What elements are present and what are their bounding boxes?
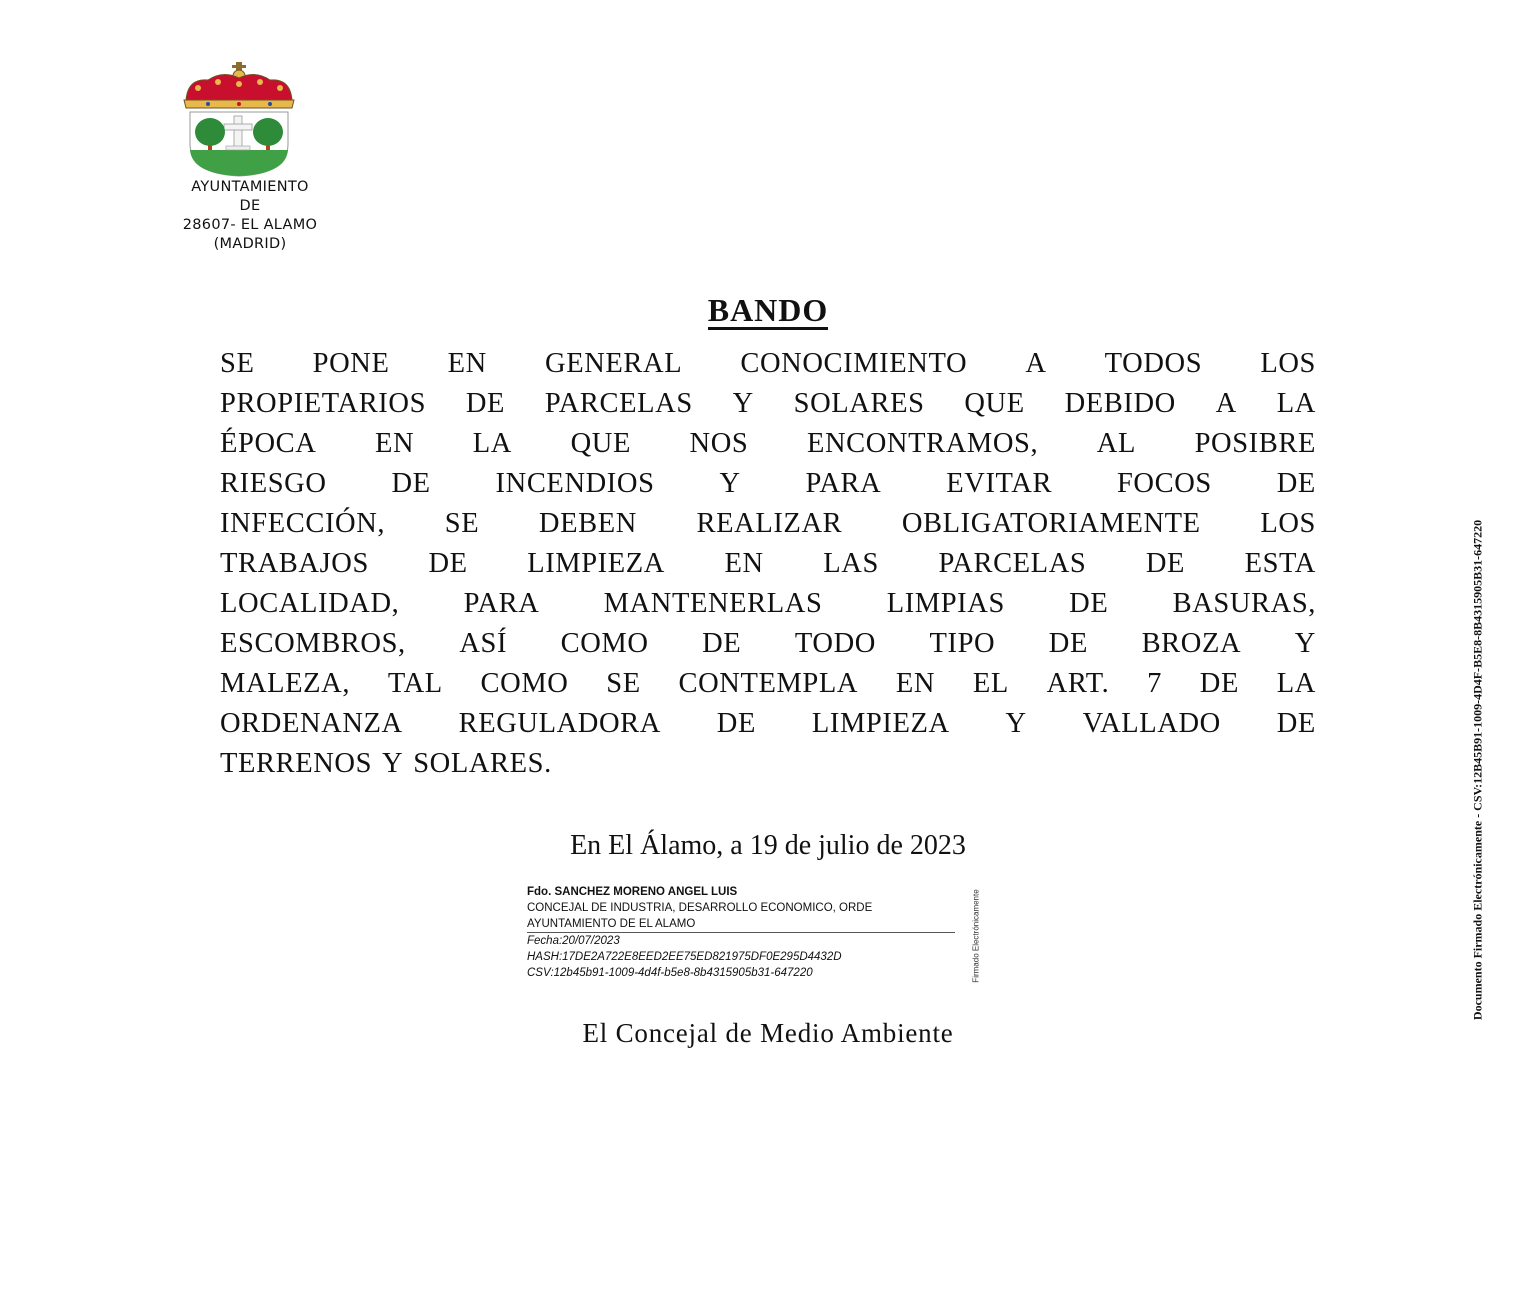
body-word: OBLIGATORIAMENTE bbox=[901, 508, 1201, 539]
body-word: VALLADO bbox=[1082, 708, 1221, 739]
body-word: PARA bbox=[463, 588, 540, 619]
body-word: LOS bbox=[1260, 508, 1316, 539]
crown-icon bbox=[184, 62, 294, 108]
body-word: DE bbox=[428, 548, 468, 579]
body-word: AL bbox=[1096, 428, 1136, 459]
body-word: A bbox=[1215, 388, 1237, 419]
body-line bbox=[220, 624, 1316, 664]
body-word: DEBIDO bbox=[1064, 388, 1176, 419]
body-line bbox=[220, 584, 1316, 624]
body-line bbox=[220, 384, 1316, 424]
body-word: SOLARES bbox=[793, 388, 925, 419]
body-word: SOLARES. bbox=[413, 748, 552, 779]
org-line: 28607- EL ALAMO bbox=[182, 217, 318, 233]
signature-stamp bbox=[966, 889, 986, 983]
body-word: Y bbox=[1294, 628, 1316, 659]
body-word: PROPIETARIOS bbox=[220, 388, 427, 419]
body-word: POSIBRE bbox=[1194, 428, 1316, 459]
body-word: TODOS bbox=[1104, 348, 1203, 379]
body-word: LIMPIAS bbox=[886, 588, 1005, 619]
body-word: QUE bbox=[570, 428, 631, 459]
body-line bbox=[220, 704, 1316, 744]
body-word: TAL bbox=[387, 668, 443, 699]
signature-stamp-text: Firmado Electrónicamente bbox=[971, 889, 981, 983]
body-word: DE bbox=[702, 628, 742, 659]
body-word: REGULADORA bbox=[458, 708, 661, 739]
body-word: EVITAR bbox=[946, 468, 1053, 499]
body-word: TRABAJOS bbox=[220, 548, 369, 579]
body-word: A bbox=[1025, 348, 1047, 379]
body-word: DE bbox=[1048, 628, 1088, 659]
body-word: DE bbox=[1276, 708, 1316, 739]
body-word: ENCONTRAMOS, bbox=[806, 428, 1039, 459]
body-word: LA bbox=[1276, 668, 1316, 699]
body-word: SE bbox=[606, 668, 641, 699]
body-word: DE bbox=[1276, 468, 1316, 499]
body-word: FOCOS bbox=[1116, 468, 1212, 499]
body-word: CONTEMPLA bbox=[678, 668, 859, 699]
body-word: COMO bbox=[480, 668, 569, 699]
body-word: DE bbox=[1199, 668, 1239, 699]
body-line bbox=[220, 544, 1316, 584]
body-line bbox=[220, 744, 1316, 784]
body-word: EN bbox=[447, 348, 487, 379]
body-word: Y bbox=[719, 468, 741, 499]
announcement-body bbox=[220, 344, 1316, 784]
body-word: INFECCIÓN, bbox=[220, 508, 386, 539]
shield-icon bbox=[190, 112, 288, 176]
body-word: EN bbox=[724, 548, 764, 579]
body-word: LIMPIEZA bbox=[527, 548, 665, 579]
body-line bbox=[220, 504, 1316, 544]
body-word: EN bbox=[375, 428, 415, 459]
body-word: COMO bbox=[560, 628, 649, 659]
body-word: ASÍ bbox=[459, 628, 508, 659]
body-word: REALIZAR bbox=[696, 508, 843, 539]
body-word: PARCELAS bbox=[544, 388, 693, 419]
org-line: (MADRID) bbox=[213, 236, 287, 252]
body-word: DE bbox=[465, 388, 506, 419]
body-word: Y bbox=[732, 388, 754, 419]
body-word: LOCALIDAD, bbox=[220, 588, 400, 619]
signer-name: Fdo. SANCHEZ MORENO ANGEL LUIS bbox=[527, 886, 738, 898]
side-verification-note bbox=[1463, 519, 1493, 1021]
signature-date: Fecha:20/07/2023 bbox=[527, 935, 620, 947]
body-word: LIMPIEZA bbox=[811, 708, 950, 739]
document-title bbox=[0, 292, 1536, 330]
signature-csv: CSV:12b45b91-1009-4d4f-b5e8-8b4315905b31-647220 bbox=[527, 967, 813, 979]
body-word: CONOCIMIENTO bbox=[740, 348, 968, 379]
body-word: ESTA bbox=[1244, 548, 1316, 579]
title-text: BANDO bbox=[707, 292, 829, 328]
body-word: GENERAL bbox=[545, 348, 683, 379]
body-word: PARA bbox=[805, 468, 882, 499]
body-line bbox=[220, 664, 1316, 704]
body-word: INCENDIOS bbox=[495, 468, 655, 499]
signature-hash: HASH:17DE2A722E8EED2EE75ED821975DF0E295D4432D bbox=[527, 951, 842, 963]
signer-organization: AYUNTAMIENTO DE EL ALAMO bbox=[527, 916, 955, 933]
body-word: DE bbox=[716, 708, 756, 739]
body-word: TODO bbox=[794, 628, 876, 659]
body-word: ESCOMBROS, bbox=[220, 628, 406, 659]
body-word: LOS bbox=[1260, 348, 1316, 379]
signer-position: CONCEJAL DE INDUSTRIA, DESARROLLO ECONOMICO, ORDE bbox=[527, 902, 873, 914]
org-line: DE bbox=[239, 198, 261, 214]
body-word: DE bbox=[391, 468, 431, 499]
body-word: EL bbox=[972, 668, 1009, 699]
body-word: EN bbox=[895, 668, 936, 699]
body-word: SE bbox=[444, 508, 480, 539]
body-word: RIESGO bbox=[220, 468, 327, 499]
coat-of-arms-logo bbox=[178, 60, 300, 178]
body-word: LA bbox=[472, 428, 512, 459]
body-word: BROZA bbox=[1141, 628, 1242, 659]
date-line: En El Álamo, a 19 de julio de 2023 bbox=[570, 830, 966, 861]
body-word: SE bbox=[220, 348, 255, 379]
body-word: MANTENERLAS bbox=[603, 588, 823, 619]
body-word: ORDENANZA bbox=[220, 708, 403, 739]
body-word: NOS bbox=[689, 428, 749, 459]
body-word: PARCELAS bbox=[938, 548, 1087, 579]
body-word: TERRENOS bbox=[220, 748, 373, 779]
body-word: DE bbox=[1069, 588, 1109, 619]
body-word: TIPO bbox=[929, 628, 996, 659]
organization-block bbox=[150, 178, 350, 254]
body-word: LA bbox=[1276, 388, 1316, 419]
body-word: ART. bbox=[1046, 668, 1110, 699]
body-word: MALEZA, bbox=[220, 668, 351, 699]
body-line bbox=[220, 464, 1316, 504]
side-note-text: Documento Firmado Electrónicamente - CSV:12B45B91-1009-4D4F-B5E8-8B4315905B31-647220 bbox=[1470, 519, 1485, 1021]
body-word: QUE bbox=[964, 388, 1025, 419]
body-word: ÉPOCA bbox=[220, 428, 317, 459]
electronic-signature-block bbox=[527, 884, 989, 981]
body-word: DE bbox=[1145, 548, 1186, 579]
body-word: DEBEN bbox=[538, 508, 637, 539]
closing-title: El Concejal de Medio Ambiente bbox=[582, 1018, 954, 1048]
body-line bbox=[220, 424, 1316, 464]
org-line: AYUNTAMIENTO bbox=[191, 179, 309, 195]
body-word: PONE bbox=[312, 348, 390, 379]
body-word: BASURAS, bbox=[1172, 588, 1316, 619]
body-word: Y bbox=[1005, 708, 1027, 739]
body-word: LAS bbox=[823, 548, 879, 579]
body-word: 7 bbox=[1147, 668, 1162, 699]
body-line bbox=[220, 344, 1316, 384]
body-word: Y bbox=[382, 748, 404, 779]
